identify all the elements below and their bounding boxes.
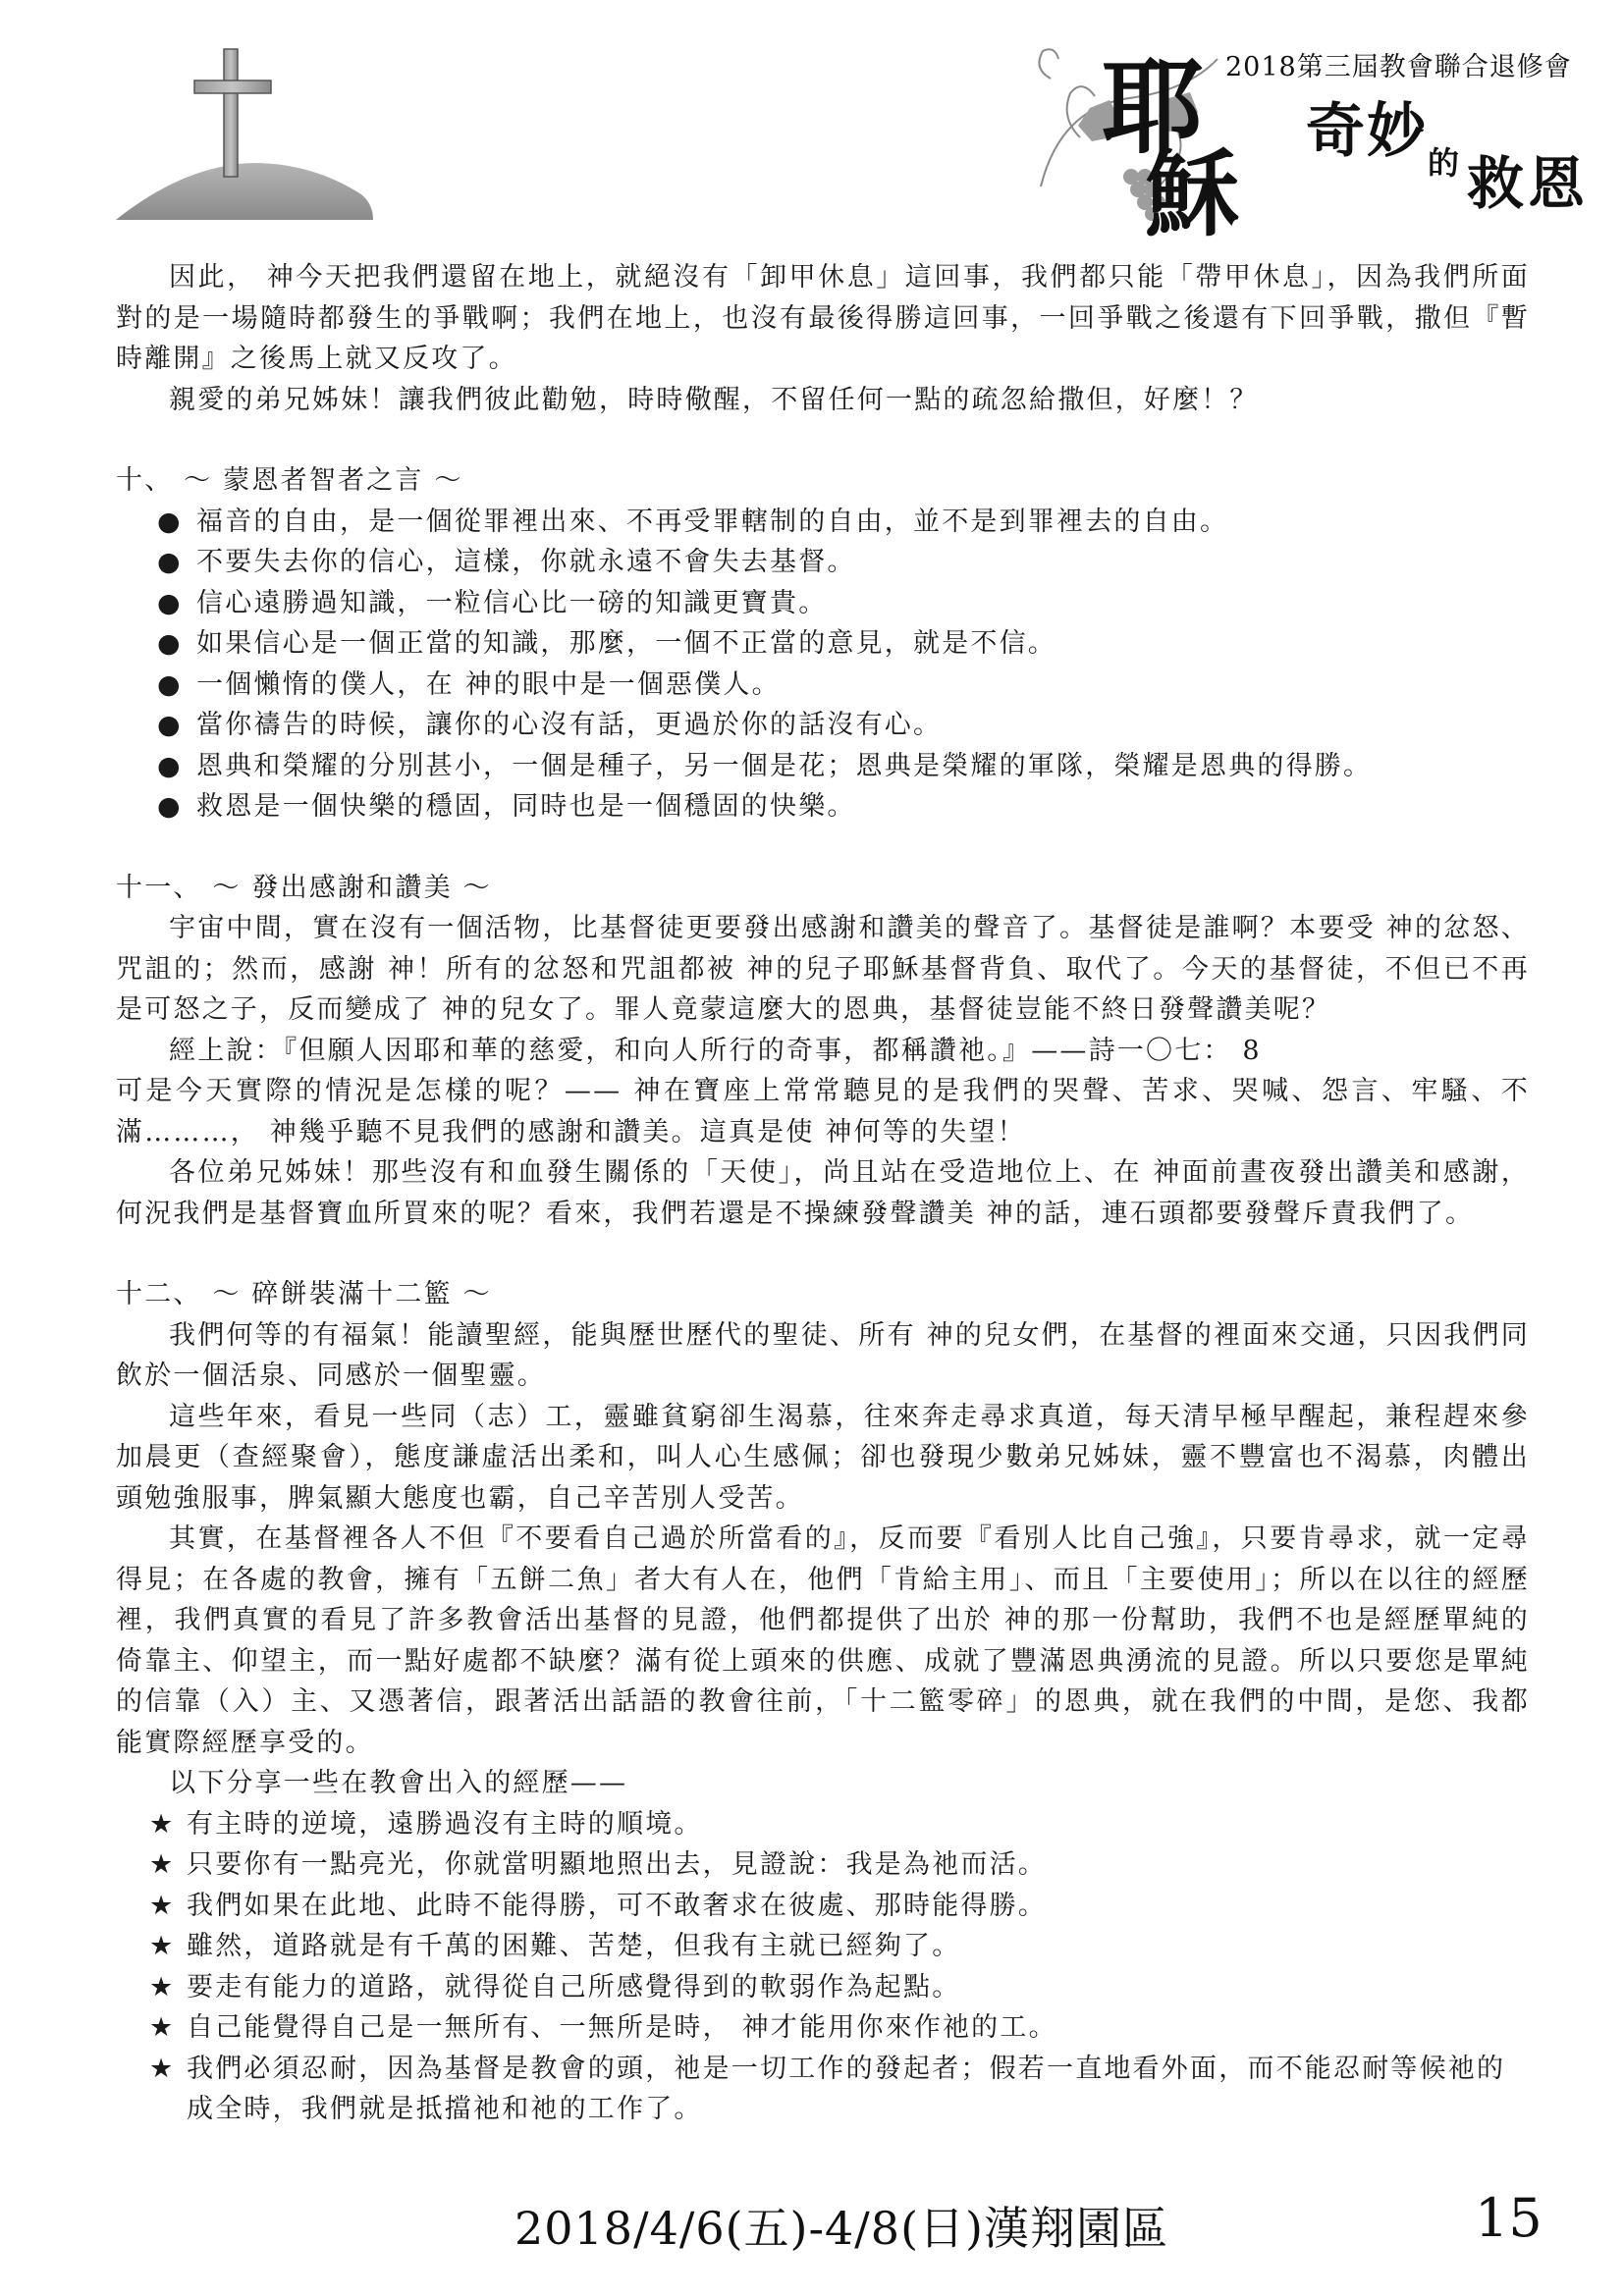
- article-body: [116, 257, 1530, 2130]
- list-item: ● 恩典和榮耀的分別甚小，一個是種子，另一個是花；恩典是榮耀的軍隊，榮耀是恩典的得勝。: [153, 746, 1530, 787]
- star-icon: ★: [149, 2012, 176, 2043]
- list-item: ● 當你禱告的時候，讓你的心沒有話，更過於你的話沒有心。: [153, 705, 1530, 746]
- star-icon: ★: [149, 1971, 176, 2002]
- page-number: 15: [1475, 2187, 1543, 2249]
- section-12-paragraph-1: 我們何等的有福氣！能讀聖經，能與歷世歷代的聖徒、所有 神的兒女們，在基督的裡面來交通，只因我們同飲於一個活泉、同感於一個聖靈。: [116, 1319, 1530, 1391]
- list-item: ● 救恩是一個快樂的穩固，同時也是一個穩固的快樂。: [153, 786, 1530, 828]
- bullet-icon: ●: [157, 668, 183, 700]
- bullet-icon: ●: [157, 791, 183, 822]
- section-12-paragraph-4: 以下分享一些在教會出入的經歷——: [169, 1768, 628, 1798]
- footer-date-location: 2018/4/6(五)-4/8(日)漢翔園區: [514, 2202, 1168, 2255]
- list-item: ★ 我們如果在此地、此時不能得勝，可不敢奢求在彼處、那時能得勝。: [145, 1886, 1530, 1927]
- section-11-title: 十一、 ～ 發出感謝和讚美 ～: [116, 872, 492, 903]
- section-11-scripture: 經上說：『但願人因耶和華的慈愛，和向人所行的奇事，都稱讚祂。』——詩一〇七： 8: [169, 1035, 1262, 1066]
- list-item: ★ 只要你有一點亮光，你就當明顯地照出去，見證說：我是為祂而活。: [145, 1844, 1530, 1886]
- list-item: ★ 雖然，道路就是有千萬的困難、苦楚，但我有主就已經夠了。: [145, 1926, 1530, 1967]
- section-12-paragraph-2: 這些年來，看見一些同（志）工，靈雖貧窮卻生渴慕，往來奔走尋求真道，每天清早極早醒起，兼程趕來參加晨更（查經聚會），態度謙虛活出柔和，叫人心生感佩；卻也發現少數弟兄姊妹，靈不豐富也不渴慕，肉體出頭勉強服事，脾氣顯大態度也霸，自己辛苦別人受苦。: [116, 1401, 1530, 1514]
- section-11-paragraph-1: 宇宙中間，實在沒有一個活物，比基督徒更要發出感謝和讚美的聲音了。基督徒是誰啊？本要受 神的忿怒、咒詛的；然而，感謝 神！所有的忿怒和咒詛都被 神的兒子耶穌基督背負、取代了。今天的基督徒，不但已不再是可怒之子，反而變成了 神的兒女了。罪人竟蒙這麼大的恩典，基督徒豈能不終日發聲讚美呢？: [116, 913, 1530, 1025]
- intro-paragraph-1: 因此， 神今天把我們還留在地上，就絕沒有「卸甲休息」這回事，我們都只能「帶甲休息」，因為我們所面對的是一場隨時都發生的爭戰啊；我們在地上，也沒有最後得勝這回事，一回爭戰之後還有下回爭戰，撒但『暫時離開』之後馬上就又反攻了。: [116, 262, 1530, 374]
- list-item: ★ 自己能覺得自己是一無所有、一無所是時， 神才能用你來作祂的工。: [145, 2007, 1530, 2049]
- star-icon: ★: [149, 1931, 176, 1961]
- cross-on-hill-icon: [116, 47, 391, 234]
- list-item: ● 不要失去你的信心，這樣，你就永遠不會失去基督。: [153, 542, 1530, 583]
- section-11-paragraph-3: 各位弟兄姊妹！那些沒有和血發生關係的「天使」，尚且站在受造地位上、在 神面前晝夜發出讚美和感謝，何況我們是基督寶血所買來的呢？看來，我們若還是不操練發聲讚美 神的話，連石頭都要發聲斥責我們了。: [116, 1157, 1530, 1229]
- title-char-su: 穌: [1145, 138, 1239, 249]
- section-12-paragraph-3: 其實，在基督裡各人不但『不要看自己過於所當看的』，反而要『看別人比自己強』，只要肯尋求，就一定尋得見；在各處的教會，擁有「五餅二魚」者大有人在，他們「肯給主用」、而且「主要使用」；所以在以往的經歷裡，我們真實的看見了許多教會活出基督的見證，他們都提供了出於 神的那一份幫助，我們不也是經歷單純的倚靠主、仰望主，而一點好處都不缺麼？滿有從上頭來的供應、成就了豐滿恩典湧流的見證。所以只要您是單純的信靠（入）主、又憑著信，跟著活出話語的教會往前，「十二籃零碎」的恩典，就在我們的中間，是您、我都能實際經歷享受的。: [116, 1523, 1530, 1758]
- bullet-icon: ●: [157, 587, 183, 618]
- list-item: ★ 要走有能力的道路，就得從自己所感覺得到的軟弱作為起點。: [145, 1967, 1530, 2008]
- bullet-icon: ●: [157, 710, 183, 740]
- bullet-icon: ●: [157, 750, 183, 781]
- section-10-list: [116, 502, 1530, 828]
- star-icon: ★: [149, 2053, 176, 2084]
- title-jiuen: 救恩: [1467, 150, 1590, 217]
- bullet-icon: ●: [157, 547, 183, 577]
- list-item: ● 如果信心是一個正當的知識，那麼，一個不正當的意見，就是不信。: [153, 623, 1530, 665]
- title-qimiao: 奇妙: [1306, 97, 1428, 166]
- bullet-icon: ●: [157, 506, 183, 537]
- bullet-icon: ●: [157, 628, 183, 659]
- list-item: ● 一個懶惰的僕人，在 神的眼中是一個惡僕人。: [153, 665, 1530, 706]
- intro-paragraph-2: 親愛的弟兄姊妹！讓我們彼此勸勉，時時儆醒，不留任何一點的疏忽給撒但，好麼！？: [169, 384, 1259, 415]
- event-label: 2018第三屆教會聯合退修會: [1225, 52, 1572, 82]
- title-char-ye: 耶: [1102, 47, 1205, 168]
- list-item: ● 福音的自由，是一個從罪裡出來、不再受罪轄制的自由，並不是到罪裡去的自由。: [153, 502, 1530, 543]
- star-icon: ★: [149, 1890, 176, 1921]
- section-12-title: 十二、 ～ 碎餅裝滿十二籃 ～: [116, 1279, 492, 1309]
- section-10-title: 十、 ～ 蒙恩者智者之言 ～: [116, 465, 463, 496]
- title-de: 的: [1428, 144, 1460, 182]
- star-icon: ★: [149, 1849, 176, 1880]
- star-icon: ★: [149, 1808, 176, 1840]
- list-item: ● 信心遠勝過知識，一粒信心比一磅的知識更寶貴。: [153, 583, 1530, 624]
- section-12-list: [116, 1804, 1530, 2130]
- list-item: ★ 有主時的逆境，遠勝過沒有主時的順境。: [145, 1804, 1530, 1845]
- section-11-paragraph-2: 可是今天實際的情況是怎樣的呢？—— 神在寶座上常常聽見的是我們的哭聲、苦求、哭喊、怨言、牢騷、不滿………， 神幾乎聽不見我們的感謝和讚美。這真是使 神何等的失望！: [116, 1076, 1530, 1148]
- list-item: ★ 我們必須忍耐，因為基督是教會的頭，祂是一切工作的發起者；假若一直地看外面，而不能忍耐等候祂的成全時，我們就是抵擋祂和祂的工作了。: [145, 2049, 1530, 2130]
